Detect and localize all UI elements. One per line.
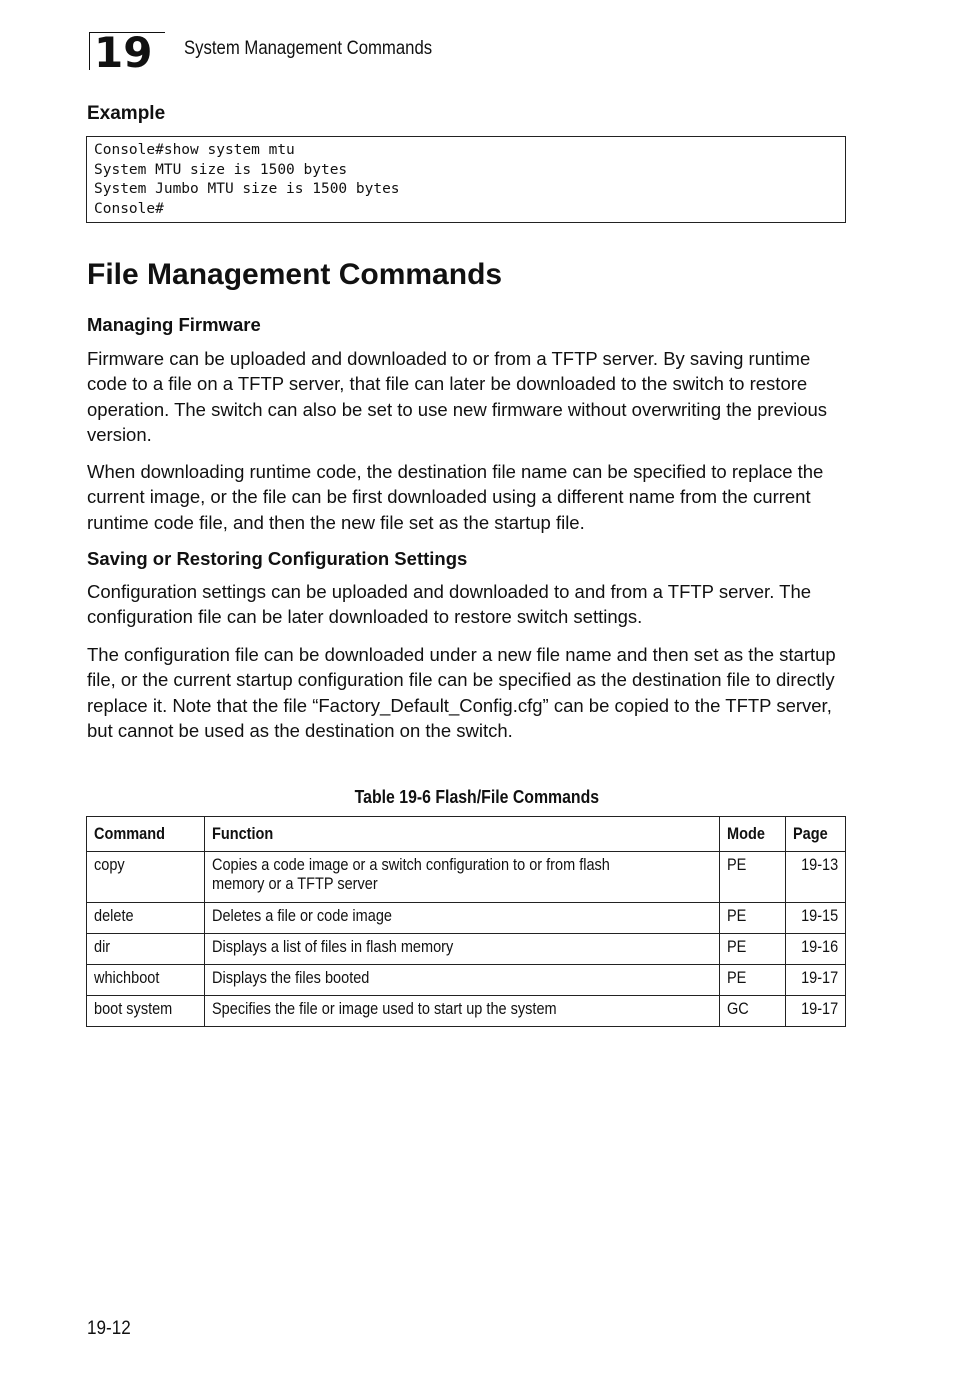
paragraph-runtime-download: When downloading runtime code, the destination file name can be specified to replace the current image, or the file can be first downloaded using a different name from the current runtime code file, and then the new file set as the startup file. <box>87 461 824 533</box>
paragraph-config-upload: Configuration settings can be uploaded and downloaded to and from a TFTP server. The configuration file can be later downloaded to restore switch settings. <box>87 581 812 628</box>
cell-mode: GC <box>719 996 785 1027</box>
table-row <box>87 965 846 996</box>
code-line: System MTU size is 1500 bytes <box>94 161 348 178</box>
column-header-page: Page <box>786 817 846 852</box>
cell-mode: PE <box>719 965 785 996</box>
cell-page: 19-17 <box>786 965 846 996</box>
cell-command: whichboot <box>87 965 205 996</box>
running-head-title: System Management Commands <box>184 38 433 59</box>
cell-page: 19-16 <box>786 934 846 965</box>
cell-page: 19-15 <box>786 903 846 934</box>
cell-command: boot system <box>87 996 205 1027</box>
column-header-function: Function <box>204 817 719 852</box>
table-header-row <box>87 817 846 852</box>
column-header-mode: Mode <box>719 817 785 852</box>
table-caption <box>0 787 954 808</box>
cell-function: Specifies the file or image used to start up the system <box>204 996 719 1027</box>
cell-function: Displays a list of files in flash memory <box>204 934 719 965</box>
paragraph-config-download: The configuration file can be downloaded under a new file name and then set as the startup file, or the current startup configuration file can be specified as the destination file to directly replace it. Note that the file “Factory_Default_Config.cfg” can be copied to the TFTP server, but cannot be used as the destination on the switch. <box>87 644 836 741</box>
cell-mode: PE <box>719 934 785 965</box>
example-label: Example <box>87 103 166 124</box>
cell-command: dir <box>87 934 205 965</box>
subheading-saving-restoring: Saving or Restoring Configuration Settings <box>87 548 468 569</box>
cell-mode: PE <box>719 852 785 903</box>
subheading-managing-firmware: Managing Firmware <box>87 314 261 335</box>
cell-function: Copies a code image or a switch configuration to or from flash memory or a TFTP server <box>204 852 719 903</box>
section-title: File Management Commands <box>87 258 503 291</box>
cell-page: 19-17 <box>786 996 846 1027</box>
cell-function: Displays the files booted <box>204 965 719 996</box>
code-line: Console# <box>94 200 164 217</box>
cell-command: copy <box>87 852 205 903</box>
code-line: Console#show system mtu <box>94 142 295 158</box>
chapter-number: 19 <box>89 32 165 70</box>
flash-file-commands-table <box>86 816 846 1027</box>
cell-function: Deletes a file or code image <box>204 903 719 934</box>
paragraph-firmware-upload: Firmware can be uploaded and downloaded to or from a TFTP server. By saving runtime code to a file on a TFTP server, that file can later be downloaded to the switch to restore operation. The switch can also be set to use new firmware without overwriting the previous version. <box>87 348 828 445</box>
cell-page: 19-13 <box>786 852 846 903</box>
column-header-command: Command <box>87 817 205 852</box>
code-line: System Jumbo MTU size is 1500 bytes <box>94 181 400 197</box>
cell-command: delete <box>87 903 205 934</box>
code-example-box <box>86 136 846 223</box>
table-row <box>87 934 846 965</box>
table-row <box>87 903 846 934</box>
page-number: 19-12 <box>87 1318 131 1339</box>
table-row <box>87 996 846 1027</box>
table-caption-text: Table 19-6 Flash/File Commands <box>354 787 600 807</box>
cell-mode: PE <box>719 903 785 934</box>
table-row <box>87 852 846 903</box>
